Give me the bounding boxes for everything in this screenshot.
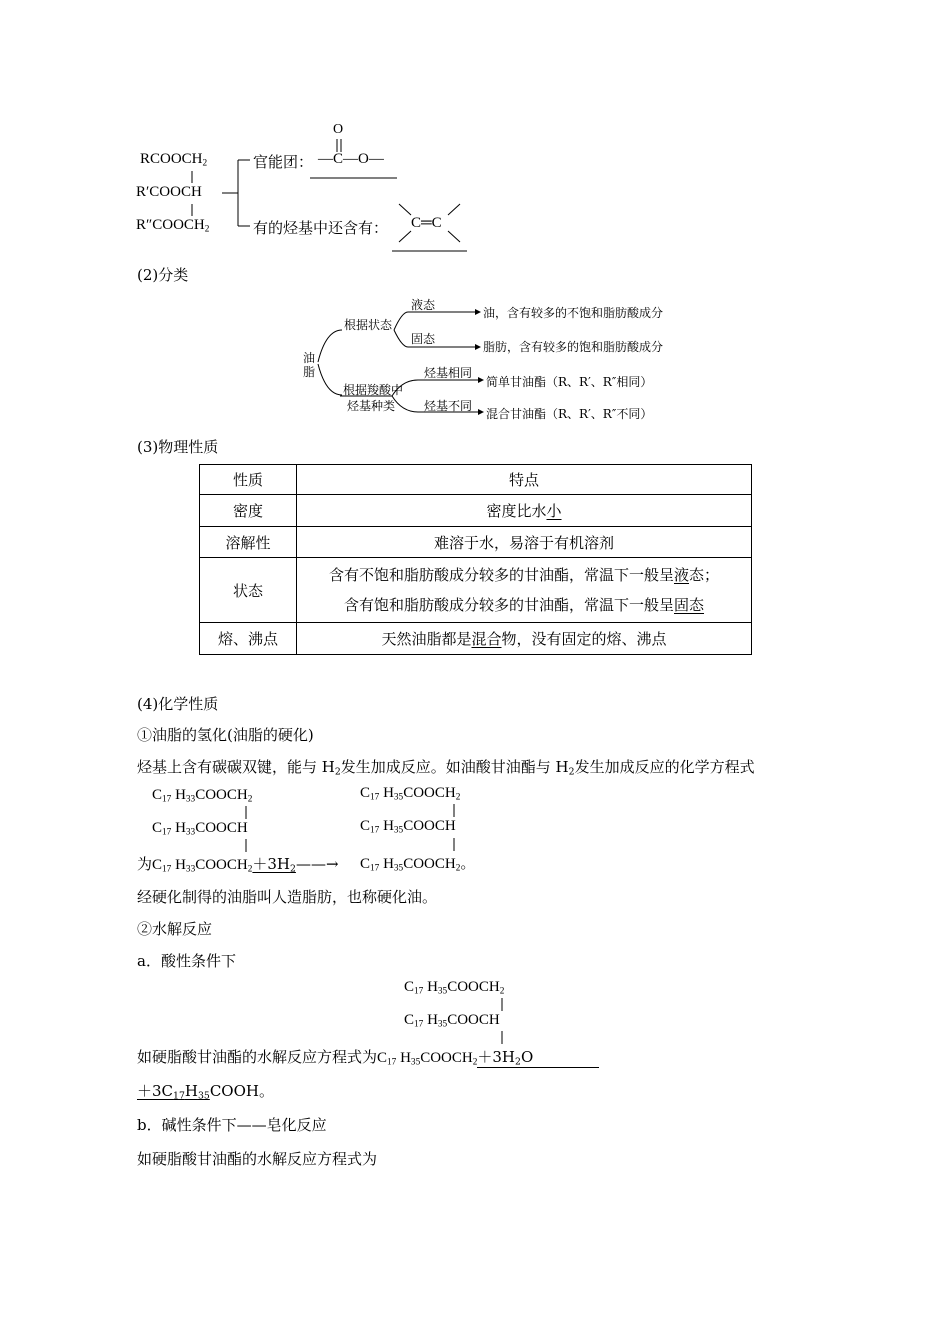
acid-hydrolysis-line: 如硬脂酸甘油酯的水解反应方程式为$C_{17}$ $H_{35}COOCH_2+3H_2O$: [137, 1046, 599, 1068]
acid-hydrolysis-product: $+3C_{17}H_{35}COOH$。: [137, 1082, 274, 1102]
hardened-oil-note: 经硬化制得的油脂叫人造脂肪，也称硬化油。: [137, 888, 438, 906]
row-name: 状态: [200, 558, 297, 623]
row-name: 溶解性: [200, 527, 297, 558]
answer-blank: 混合: [471, 630, 502, 648]
label-liquid: 液态: [411, 298, 436, 312]
stearin-line-2: $C_{17}$ $H_{35}COOCH$: [360, 818, 456, 836]
section-4-heading: (4)化学性质: [137, 695, 219, 713]
diagram-root-bottom: 脂: [303, 365, 316, 379]
text-fat: 脂肪，含有较多的饱和脂肪酸成分: [483, 340, 664, 354]
hydrolysis-title: ②水解反应: [137, 920, 213, 938]
hydrocarbon-label: 有的烃基中还含有：: [253, 219, 389, 237]
diagram-root-top: 油: [303, 351, 316, 365]
hydrogenation-description: 烃基上含有碳碳双键，能与 $H_2$发生加成反应。如油酸甘油酯与 $H_2$发生加成反应的化学方程式: [137, 758, 755, 778]
text-oil: 油，含有较多的不饱和脂肪酸成分: [483, 306, 664, 320]
branch-acid-line1: 根据羧酸中: [343, 383, 404, 397]
row-value: 难溶于水，易溶于有机溶剂: [297, 527, 752, 558]
olein-line-1: $C_{17}$ $H_{33}COOCH_2$: [152, 787, 253, 805]
stearin-line-3: $C_{17}$ $H_{35}COOCH_2$。: [360, 856, 476, 874]
hydrogenation-title: ①油脂的氢化(油脂的硬化): [137, 726, 314, 744]
text-mixed-glyceride: 混合甘油酯（R、R′、R″不同）: [486, 407, 653, 421]
olein-line-2: $C_{17}$ $H_{33}COOCH$: [152, 820, 248, 838]
functional-group-label: 官能团：: [253, 153, 314, 171]
answer-blank: 小: [546, 502, 562, 520]
text-simple-glyceride: 简单甘油酯（R、R′、R″相同）: [486, 375, 653, 389]
carbonyl-oxygen: O: [333, 122, 344, 137]
answer-blank: 液: [673, 566, 689, 584]
stearin-line-1: $C_{17}$ $H_{35}COOCH_2$: [360, 785, 461, 803]
row-value: 天然油脂都是混合物，没有固定的熔、沸点: [297, 623, 752, 655]
answer-blank-3h2o: $+3H_2O$: [477, 1046, 599, 1068]
label-same: 烃基相同: [424, 366, 473, 380]
structure-line-3: $R''COOCH_2$: [136, 217, 210, 235]
answer-blank: 固态: [674, 596, 705, 614]
row-name: 熔、沸点: [200, 623, 297, 655]
label-solid: 固态: [411, 332, 436, 346]
branch-acid-line2: 烃基种类: [347, 399, 396, 413]
row-name: 密度: [200, 495, 297, 527]
header-property: 性质: [200, 465, 297, 495]
row-value: 含有不饱和脂肪酸成分较多的甘油酯，常温下一般呈液态； 含有饱和脂肪酸成分较多的甘油酯，常温下一般呈固态: [297, 558, 752, 623]
saponification-description: 如硬脂酸甘油酯的水解反应方程式为: [137, 1150, 378, 1168]
double-bond-formula: C═C: [411, 215, 442, 231]
functional-group-formula: —C—O—: [318, 151, 384, 167]
structure-line-1: $RCOOCH_2$: [140, 151, 208, 169]
row-value: 密度比水小: [297, 495, 752, 527]
header-feature: 特点: [297, 465, 752, 495]
acid-condition-label: a．酸性条件下: [137, 952, 236, 970]
section-2-heading: (2)分类: [137, 266, 189, 284]
structure-line-2: R′COOCH: [136, 184, 202, 200]
acid-stearin-line-1: $C_{17}$ $H_{35}COOCH_2$: [404, 979, 505, 997]
reaction-arrow: ——→: [295, 855, 339, 873]
reagent-3h2: $+3H_2$: [252, 855, 296, 875]
saponification-label: b．碱性条件下——皂化反应: [137, 1116, 327, 1134]
section-3-heading: (3)物理性质: [137, 438, 219, 456]
acid-stearin-line-2: $C_{17}$ $H_{35}COOCH$: [404, 1012, 500, 1030]
branch-state: 根据状态: [344, 318, 393, 332]
label-different: 烃基不同: [424, 399, 473, 413]
olein-line-3: 为$C_{17}$ $H_{33}COOCH_2+3H_2——\to$: [137, 855, 339, 875]
